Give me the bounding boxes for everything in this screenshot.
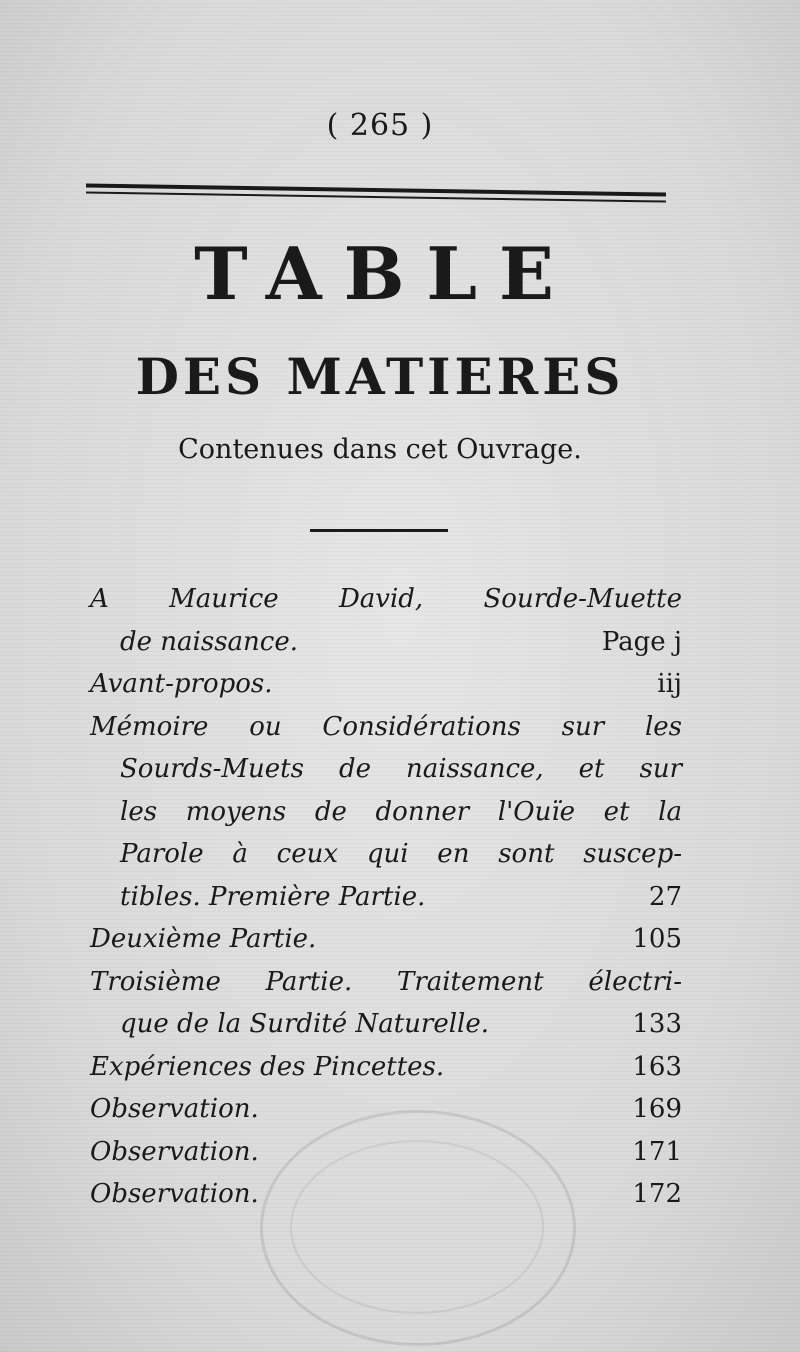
toc-entry-line (90, 1003, 682, 1046)
table-of-contents (90, 578, 682, 1216)
section-divider (310, 529, 448, 532)
page-subtitle: Contenues dans cet Ouvrage. (178, 434, 582, 465)
toc-entry-line (90, 918, 682, 961)
toc-entry-page: 105 (632, 924, 682, 954)
toc-entry-line (90, 833, 682, 876)
toc-entry-text: Avant-propos. (90, 669, 273, 699)
toc-entry (90, 918, 682, 961)
page-number: ( 265 ) (326, 108, 434, 143)
toc-entry (90, 1173, 682, 1216)
toc-entry-page: 172 (632, 1179, 682, 1209)
toc-entry-line (90, 1173, 682, 1216)
toc-entry-text: les moyens de donner l'Ouïe et la (120, 796, 682, 827)
toc-entry (90, 1088, 682, 1131)
toc-entry-line (90, 791, 682, 834)
toc-entry (90, 578, 682, 663)
toc-entry-page: 163 (632, 1051, 682, 1082)
toc-entry-text: A Maurice David, Sourde-Muette (90, 584, 682, 614)
toc-entry-page: 171 (632, 1136, 682, 1167)
toc-entry-text: de naissance. (120, 626, 299, 657)
toc-entry-text: Observation. (90, 1094, 259, 1124)
toc-entry (90, 706, 682, 919)
toc-entry-text: que de la Surdité Naturelle. (120, 1009, 490, 1039)
toc-entry-text: Parole à ceux qui en sont suscep- (120, 839, 682, 869)
toc-entry-text: Observation. (90, 1136, 259, 1167)
toc-entry-page: 27 (648, 881, 682, 912)
toc-entry-line (90, 1046, 682, 1089)
toc-entry-text: Observation. (90, 1179, 259, 1209)
toc-entry-text: Deuxième Partie. (90, 924, 317, 954)
toc-entry-line (90, 663, 682, 706)
toc-entry-line (90, 578, 682, 621)
toc-entry-page: iij (657, 669, 682, 699)
toc-entry-page: 133 (632, 1009, 682, 1039)
toc-entry-text: Sourds-Muets de naissance, et sur (120, 754, 682, 784)
toc-entry-page: Page j (601, 626, 682, 657)
toc-entry-text: Mémoire ou Considérations sur les (90, 711, 682, 742)
toc-entry (90, 961, 682, 1046)
toc-entry-line (90, 1088, 682, 1131)
toc-entry-line (90, 961, 682, 1004)
page-title: TABLE (194, 231, 576, 316)
toc-entry (90, 1131, 682, 1174)
toc-entry-line (90, 748, 682, 791)
toc-entry-page: 169 (632, 1094, 682, 1124)
toc-entry-text: Troisième Partie. Traitement électri- (90, 966, 682, 997)
toc-entry-text: Expériences des Pincettes. (90, 1051, 445, 1082)
toc-entry-text: tibles. Première Partie. (120, 881, 426, 912)
toc-entry (90, 1046, 682, 1089)
toc-entry-line (90, 876, 682, 919)
toc-entry-line (90, 706, 682, 749)
toc-entry (90, 663, 682, 706)
page-title-second-line: DES MATIERES (135, 347, 625, 406)
toc-entry-line (90, 621, 682, 664)
toc-entry-line (90, 1131, 682, 1174)
